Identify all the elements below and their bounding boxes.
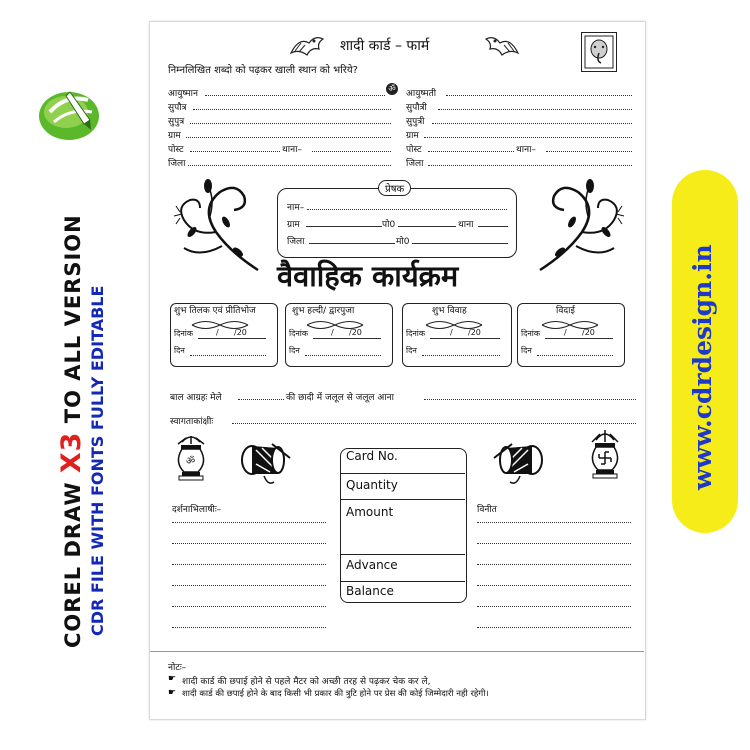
field-line[interactable] xyxy=(428,151,514,152)
sender-gram-label: ग्राम xyxy=(287,220,300,230)
instruction-text: निम्नलिखित शब्दो को पढ़कर खाली स्थान को भरिये? xyxy=(168,65,358,76)
field-label: सुपुत्र xyxy=(168,117,185,127)
peacock-left-icon xyxy=(289,33,325,61)
field-label: सुपौत्री xyxy=(406,103,427,113)
vineet-line[interactable] xyxy=(477,585,631,586)
kalash-swastik-icon xyxy=(586,430,624,486)
day-line[interactable] xyxy=(422,355,500,356)
date-label: दिनांक xyxy=(406,329,425,338)
card-divider xyxy=(341,554,465,555)
vineet-line[interactable] xyxy=(477,522,631,523)
note-line: शादी कार्ड की छपाई होने से पहले मैटर को अच्छी तरह से पढ़कर चेक कर ले, xyxy=(182,677,431,687)
field-label: पोस्ट xyxy=(406,145,422,155)
field-line[interactable] xyxy=(424,137,632,138)
peacock-right-icon xyxy=(484,33,520,61)
sender-jila-line[interactable] xyxy=(309,243,395,244)
sender-gram-line[interactable] xyxy=(306,226,382,227)
darshan-line[interactable] xyxy=(172,522,326,523)
day-line[interactable] xyxy=(305,355,381,356)
vineet-label: विनीत xyxy=(477,505,497,515)
dhol-right-icon xyxy=(490,438,546,492)
bal-aagrah-label: बाल आग्रहः मेले xyxy=(170,393,222,403)
date-label: दिनांक xyxy=(289,329,308,338)
date-line[interactable] xyxy=(313,338,381,339)
floral-left-icon xyxy=(170,172,262,276)
sender-name-label: नाम– xyxy=(287,203,305,213)
sender-mo-label: मो0 xyxy=(396,237,410,247)
event-title: शुभ तिलक एवं प्रीतिभोज xyxy=(174,306,256,316)
sender-jila-label: जिला xyxy=(287,237,305,247)
field-line[interactable] xyxy=(188,165,391,166)
date-label: दिनांक xyxy=(174,329,193,338)
date-label: दिनांक xyxy=(521,329,540,338)
vineet-line[interactable] xyxy=(477,564,631,565)
date-sep: / xyxy=(450,328,453,337)
floral-right-icon xyxy=(536,172,628,276)
field-label: जिला xyxy=(168,159,186,169)
banner-corel-draw: COREL DRAW X3 TO ALL VERSION xyxy=(56,214,87,648)
vineet-line[interactable] xyxy=(477,606,631,607)
date-year: /20 xyxy=(349,328,362,337)
pointing-hand-icon: ☛ xyxy=(168,674,177,684)
card-divider xyxy=(341,581,465,582)
dhol-left-icon xyxy=(238,438,294,492)
field-line[interactable] xyxy=(205,95,385,96)
footer-divider xyxy=(150,651,644,652)
field-label: सुपौत्र xyxy=(168,103,187,113)
date-sep: / xyxy=(564,328,567,337)
kalash-om-icon xyxy=(172,434,210,486)
sender-thana-line[interactable] xyxy=(478,226,508,227)
swagatakanshi-line[interactable] xyxy=(232,423,636,424)
corel-draw-logo-icon xyxy=(36,86,102,142)
amount-label: Amount xyxy=(346,505,394,519)
card-divider xyxy=(341,499,465,500)
program-heading: वैवाहिक कार्यक्रम xyxy=(277,259,459,293)
sender-thana-label: थाना xyxy=(458,220,474,230)
field-label: ग्राम xyxy=(406,131,419,141)
sender-mo-line[interactable] xyxy=(412,243,508,244)
sender-po-label: पो0 xyxy=(382,220,396,230)
form-sheet xyxy=(149,21,646,720)
field-line[interactable] xyxy=(190,123,391,124)
bal-aagrah-line-2[interactable] xyxy=(424,399,636,400)
thana-label: थाना– xyxy=(516,145,536,155)
card-info-box xyxy=(340,448,467,603)
event-title: विदाई xyxy=(556,306,575,316)
field-label: सुपुत्री xyxy=(406,117,425,127)
field-line[interactable] xyxy=(190,151,280,152)
darshan-line[interactable] xyxy=(172,606,326,607)
om-badge-icon: ॐ xyxy=(386,83,398,95)
vineet-line[interactable] xyxy=(477,543,631,544)
swagatakanshi-label: स्वागताकांक्षीः xyxy=(170,417,214,427)
field-line[interactable] xyxy=(432,123,632,124)
field-label: आयुष्मान xyxy=(168,89,198,99)
date-sep: / xyxy=(331,328,334,337)
sender-name-line[interactable] xyxy=(307,209,507,210)
darshan-line[interactable] xyxy=(172,564,326,565)
darshan-line[interactable] xyxy=(172,585,326,586)
field-label: आयुष्मती xyxy=(406,89,437,99)
field-line[interactable] xyxy=(546,151,632,152)
field-line[interactable] xyxy=(428,165,632,166)
card-no-label: Card No. xyxy=(346,449,398,463)
sender-box xyxy=(277,188,517,258)
note-label: नोटः– xyxy=(168,663,187,673)
date-year: /20 xyxy=(582,328,595,337)
day-label: दिन xyxy=(174,346,185,355)
darshan-line[interactable] xyxy=(172,543,326,544)
pointing-hand-icon: ☛ xyxy=(168,688,177,698)
event-title: शुभ हल्दी/ द्वारपुजा xyxy=(292,306,355,316)
date-year: /20 xyxy=(468,328,481,337)
svg-text:ॐ: ॐ xyxy=(186,456,196,467)
bal-aagrah-line-1[interactable] xyxy=(238,399,284,400)
day-line[interactable] xyxy=(190,355,266,356)
quantity-label: Quantity xyxy=(346,478,398,492)
note-line: शादी कार्ड की छपाई होने के बाद किसी भी प्रकार की त्रुटि होने पर प्रेस की कोई जिम्मेदारी नही रहेगी। xyxy=(182,689,489,699)
card-divider xyxy=(341,473,465,474)
day-label: दिन xyxy=(289,346,300,355)
advance-label: Advance xyxy=(346,558,398,572)
date-year: /20 xyxy=(234,328,247,337)
thana-label: थाना– xyxy=(282,145,302,155)
field-label: पोस्ट xyxy=(168,145,184,155)
balance-label: Balance xyxy=(346,584,394,598)
darshan-line[interactable] xyxy=(172,627,326,628)
form-title: शादी कार्ड – फार्म xyxy=(340,38,430,54)
field-line[interactable] xyxy=(446,95,632,96)
field-line[interactable] xyxy=(186,137,391,138)
darshanabhilashi-label: दर्शनाभिलाषीः– xyxy=(172,505,222,515)
event-title: शुभ विवाह xyxy=(432,306,467,316)
field-line[interactable] xyxy=(193,109,391,110)
day-line[interactable] xyxy=(537,355,613,356)
date-line[interactable] xyxy=(545,338,613,339)
field-line[interactable] xyxy=(312,151,391,152)
field-label: जिला xyxy=(406,159,424,169)
date-line[interactable] xyxy=(198,338,266,339)
ganesh-frame-icon xyxy=(581,32,617,72)
banner-cdr-file: CDR FILE WITH FONTS FULLY EDITABLE xyxy=(88,285,107,636)
date-line[interactable] xyxy=(430,338,500,339)
sender-po-line[interactable] xyxy=(398,226,456,227)
day-label: दिन xyxy=(406,346,417,355)
field-label: ग्राम xyxy=(168,131,181,141)
website-url[interactable]: www.cdrdesign.in xyxy=(688,244,717,490)
date-sep: / xyxy=(216,328,219,337)
vineet-line[interactable] xyxy=(477,627,631,628)
bal-aagrah-text: की छादी में जलूल से जलूल आना xyxy=(286,393,394,403)
sender-heading: प्रेषक xyxy=(378,180,411,196)
field-line[interactable] xyxy=(438,109,632,110)
day-label: दिन xyxy=(521,346,532,355)
